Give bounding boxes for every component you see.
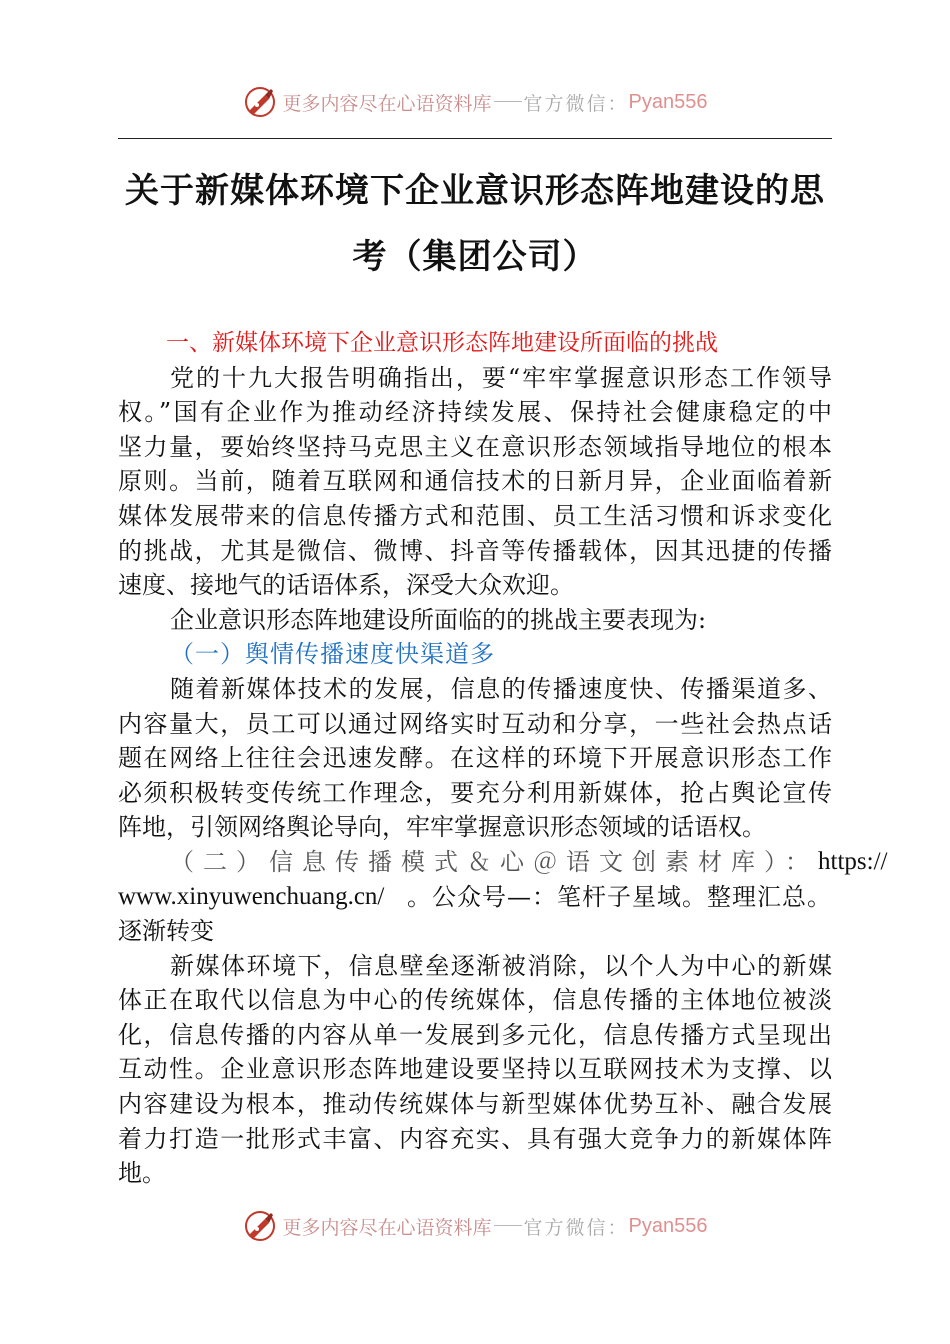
banner-site-text: 更多内容尽在心语资料库 xyxy=(282,1216,492,1239)
subsection-2-continued: 逐渐转变 xyxy=(118,917,214,946)
paragraph-line: 阵地，引领网络舆论导向，牢牢掌握意识形态领域的话语权。 xyxy=(118,813,766,842)
paragraph-line: 题在网络上往往会迅速发酵。在这样的环境下开展意识形态工作 xyxy=(118,744,832,773)
paragraph-line: 的挑战，尤其是微信、微博、抖音等传播载体，因其迅捷的传播 xyxy=(118,536,832,565)
document-title xyxy=(118,158,832,290)
banner-wechat-id: Pyan556 xyxy=(628,1214,708,1237)
header-banner xyxy=(0,82,950,122)
title-line-2: 考（集团公司） xyxy=(352,237,598,277)
url-line xyxy=(118,880,832,915)
paragraph-line: 媒体发展带来的信息传播方式和范围、员工生活习惯和诉求变化 xyxy=(118,501,832,530)
paragraph-line: 新媒体环境下，信息壁垒逐渐被消除，以个人为中心的新媒 xyxy=(170,951,832,980)
banner-wechat-id: Pyan556 xyxy=(628,90,708,113)
banner-dash xyxy=(494,1225,522,1226)
url-part-2: www.xinyuwenchuang.cn/ xyxy=(118,882,385,910)
section-heading: 一、新媒体环境下企业意识形态阵地建设所面临的挑战 xyxy=(166,330,718,356)
paragraph-line: 随着新媒体技术的发展，信息的传播速度快、传播渠道多、 xyxy=(170,674,832,703)
paragraph-line: 地。 xyxy=(118,1159,166,1188)
paragraph-line: 速度、接地气的话语体系，深受大众欢迎。 xyxy=(118,571,574,600)
banner-wechat-label: 官方微信： xyxy=(523,92,629,115)
paragraph-line: 权。”国有企业作为推动经济持续发展、保持社会健康稳定的中 xyxy=(118,398,832,427)
subsection-heading-2 xyxy=(118,845,888,880)
paragraph-line: 着力打造一批形式丰富、内容充实、具有强大竞争力的新媒体阵 xyxy=(118,1124,832,1153)
paragraph-line: 企业意识形态阵地建设所面临的的挑战主要表现为: xyxy=(170,605,707,634)
paragraph-line: 原则。当前，随着互联网和通信技术的日新月异，企业面临着新 xyxy=(118,467,832,496)
document-body xyxy=(118,326,888,1191)
pen-nib-logo-icon xyxy=(243,85,277,119)
banner-site-text: 更多内容尽在心语资料库 xyxy=(282,92,492,115)
paragraph-line: 体正在取代以信息为中心的传统媒体，信息传播的主体地位被淡 xyxy=(118,986,832,1015)
paragraph-line: 坚力量，要始终坚持马克思主义在意识形态领域指导地位的根本 xyxy=(118,432,832,461)
footer-banner xyxy=(0,1206,950,1246)
pen-nib-logo-icon xyxy=(243,1209,277,1243)
header-rule xyxy=(118,138,832,139)
banner-wechat-label: 官方微信： xyxy=(523,1216,629,1239)
banner-dash xyxy=(494,101,522,102)
paragraph-line: 必须积极转变传统工作理念，要充分利用新媒体，抢占舆论宣传 xyxy=(118,778,832,807)
paragraph-line: 内容量大，员工可以通过网络实时互动和分享，一些社会热点话 xyxy=(118,709,832,738)
subsection-heading: （一）舆情传播速度快渠道多 xyxy=(170,640,495,669)
subsection-2-text: （二）信息传播模式＆心＠语文创素材库）： xyxy=(170,847,818,876)
source-note: 。公众号—：笔杆子星域。整理汇总。 xyxy=(407,882,832,911)
url-part-1: https:// xyxy=(818,847,888,875)
paragraph-line: 化，信息传播的内容从单一发展到多元化，信息传播方式呈现出 xyxy=(118,1020,832,1049)
paragraph-line: 内容建设为根本，推动传统媒体与新型媒体优势互补、融合发展 xyxy=(118,1090,832,1119)
title-line-1: 关于新媒体环境下企业意识形态阵地建设的思 xyxy=(125,171,825,211)
paragraph-line: 党的十九大报告明确指出，要“牢牢掌握意识形态工作领导 xyxy=(170,363,832,392)
paragraph-line: 互动性。企业意识形态阵地建设要坚持以互联网技术为支撑、以 xyxy=(118,1055,832,1084)
